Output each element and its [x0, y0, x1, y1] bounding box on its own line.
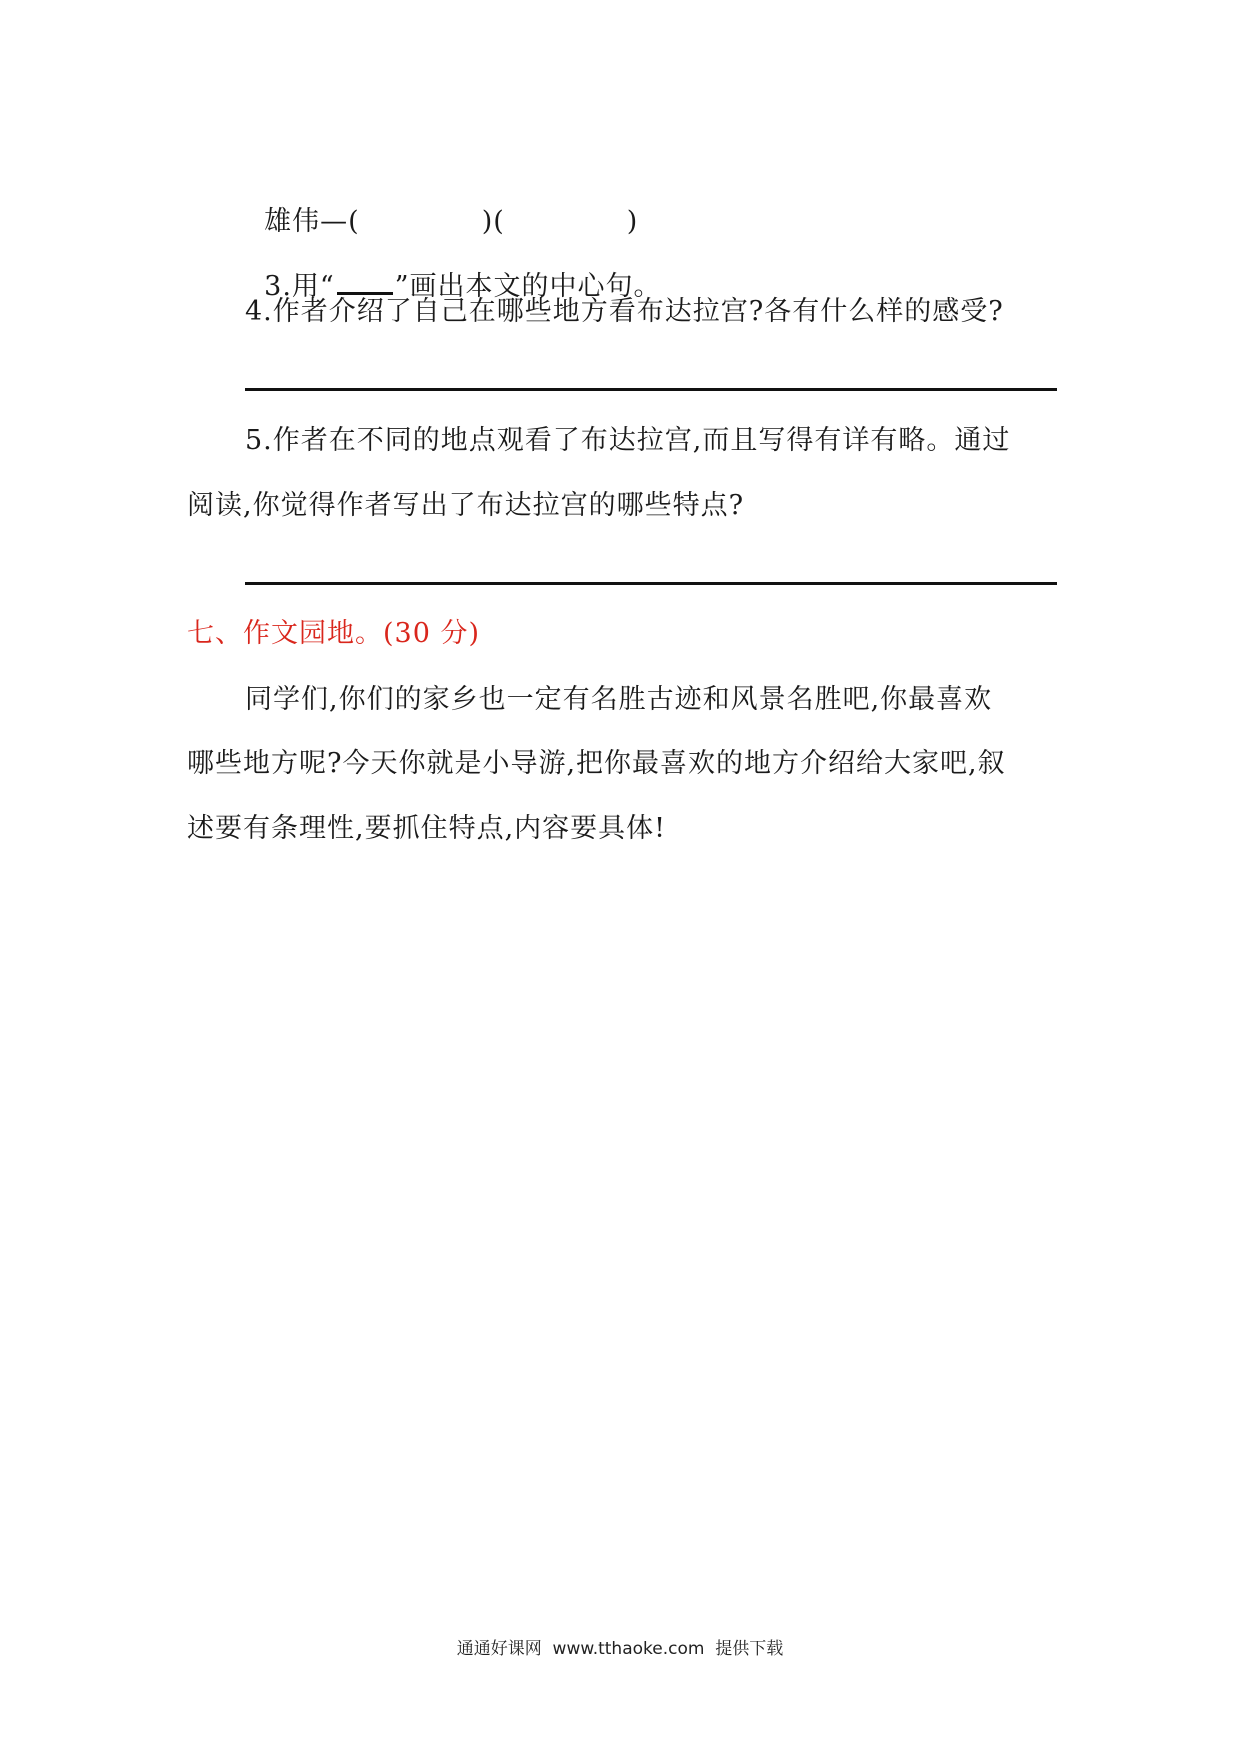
question-5-line-1: 5.作者在不同的地点观看了布达拉宫,而且写得有详有略。通过: [245, 425, 1011, 456]
essay-prompt-line-3: 述要有条理性,要抓住特点,内容要具体!: [187, 813, 667, 844]
q2-paren-mid: )(: [481, 206, 505, 237]
q2-word: 雄伟—(: [264, 206, 360, 237]
q2-paren-end: ): [626, 206, 639, 237]
essay-prompt-line-2: 哪些地方呢?今天你就是小导游,把你最喜欢的地方介绍给大家吧,叙: [187, 748, 1006, 779]
answer-line-q4[interactable]: [245, 388, 1057, 391]
answer-line-q5[interactable]: [245, 582, 1057, 585]
footer-source: 通通好课网 www.tthaoke.com 提供下载: [456, 1639, 784, 1659]
question-3-after: ”画出本文的中心句。: [394, 271, 662, 302]
essay-prompt-line-1: 同学们,你们的家乡也一定有名胜古迹和风景名胜吧,你最喜欢: [245, 684, 993, 715]
section-7-title: 七、作文园地。(30 分): [187, 618, 481, 649]
question-5-line-2: 阅读,你觉得作者写出了布达拉宫的哪些特点?: [187, 490, 745, 521]
question-4: 4.作者介绍了自己在哪些地方看布达拉宫?各有什么样的感受?: [245, 296, 1004, 327]
question-3-before: 3.用“: [264, 271, 335, 302]
underline-mark: [337, 266, 393, 295]
